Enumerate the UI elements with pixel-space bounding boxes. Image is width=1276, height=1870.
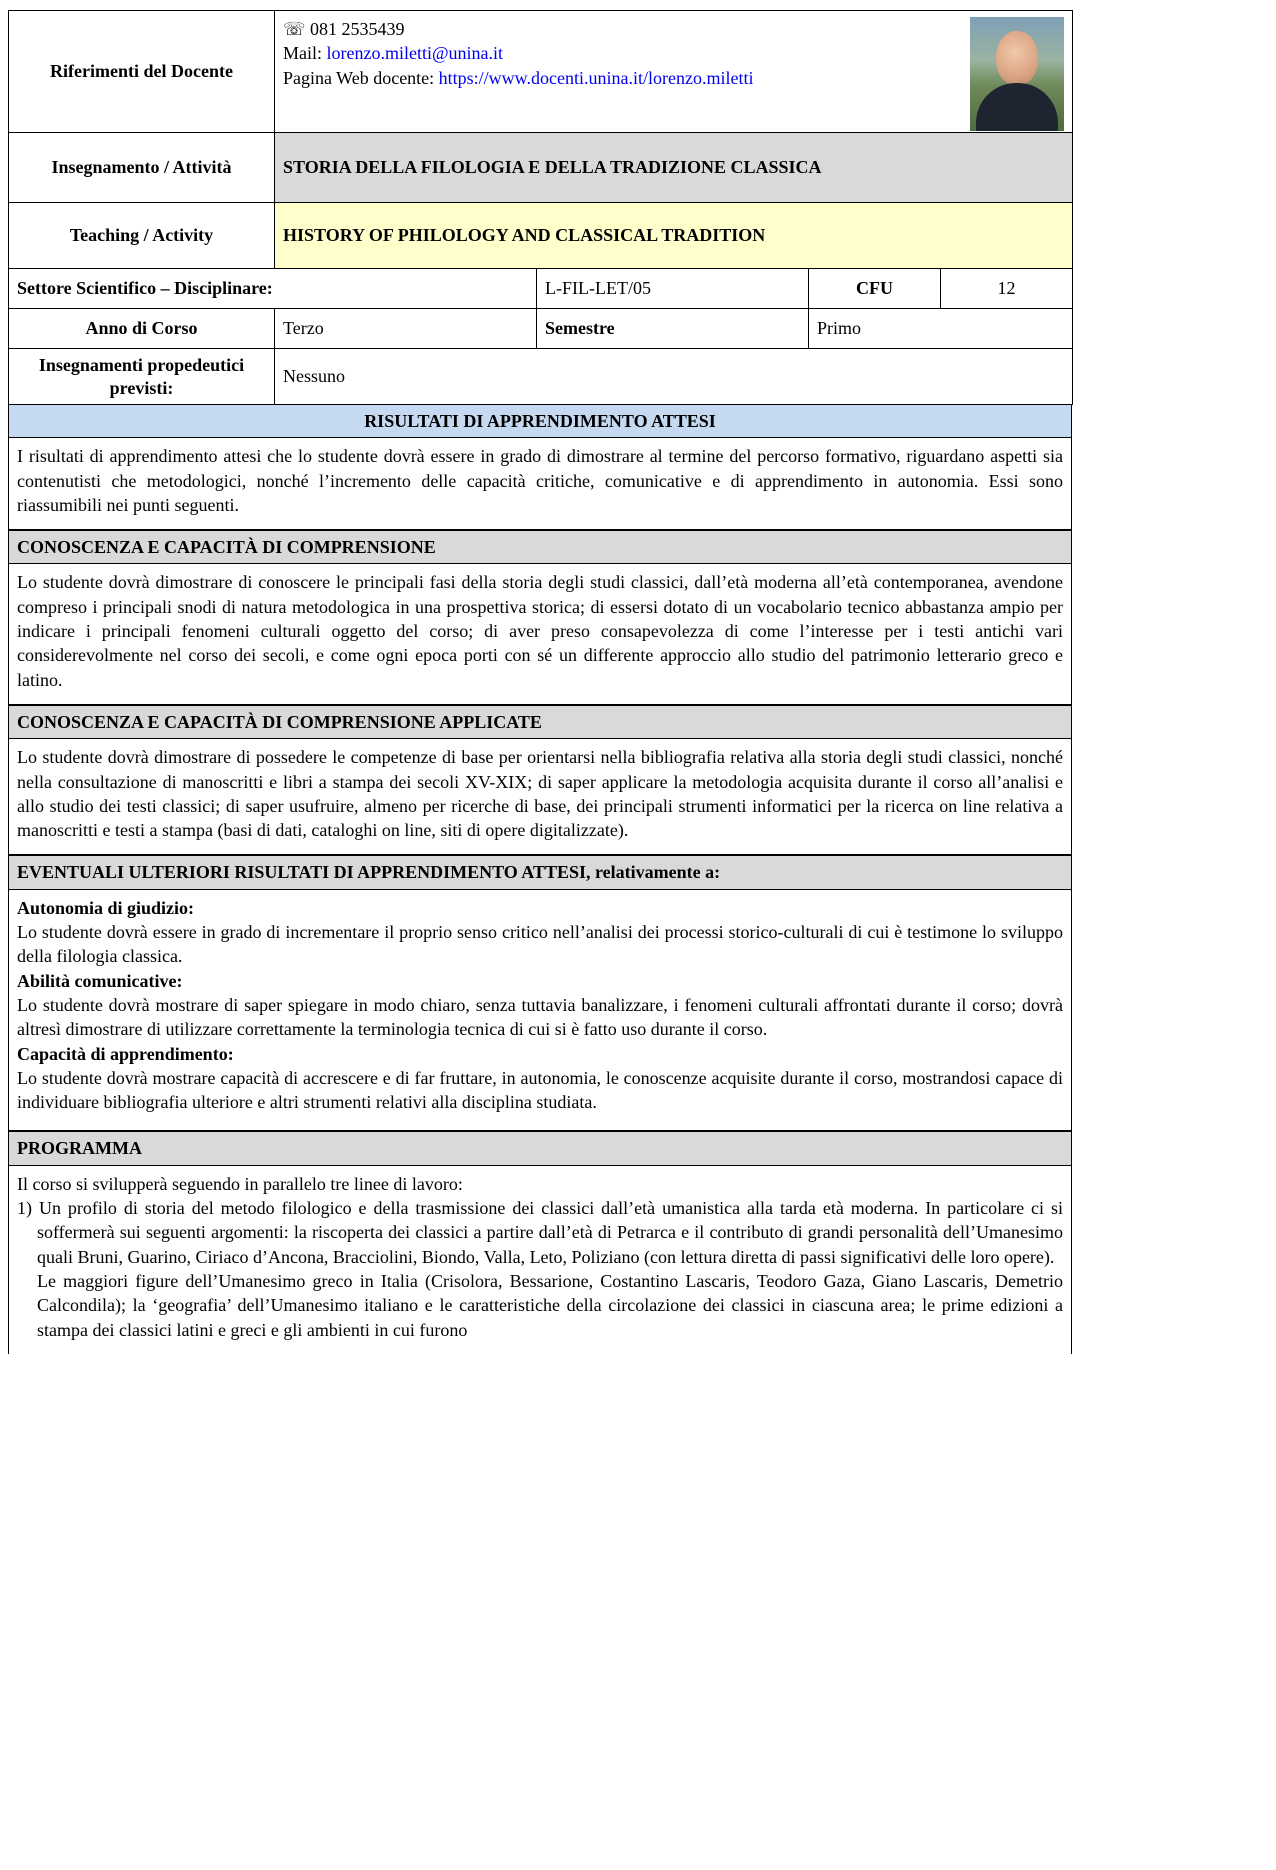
photo-body-shape [976,83,1058,131]
conoscenza-paragraph: Lo studente dovrà dimostrare di conoscere le principali fasi della storia degli studi classici, dall’età moderna all’età contemporanea, avendone compreso i principali snodi di natura metodologica in una prospettiva storica; di essersi dotato di un vocabolario tecnico abbastanza ampio per indicare i principali fenomeni culturali oggetto del corso; di aver preso consapevolezza di come l’interesse per i testi antichi vari considerevolmente nel corso dei secoli, e come ogni epoca porti con sé un differente approccio allo studio del patrimonio letterario greco e latino. [17,572,1063,690]
section-conoscenza [8,530,1072,705]
insegnamento-label: Insegnamento / Attività [9,133,275,203]
anno-label: Anno di Corso [9,309,275,349]
semestre-label: Semestre [537,309,809,349]
docente-contacts [275,11,1073,133]
risultati-title: RISULTATI DI APPRENDIMENTO ATTESI [9,405,1071,438]
course-header-table [8,10,1073,405]
programma-title: PROGRAMMA [9,1131,1071,1165]
insegnamento-value: STORIA DELLA FILOLOGIA E DELLA TRADIZIONE CLASSICA [275,133,1073,203]
teacher-photo [970,17,1064,131]
autonomia-text: Lo studente dovrà essere in grado di incrementare il proprio senso critico nell’analisi dei processi storico-culturali di cui è testimone lo sviluppo della filologia classica. [17,922,1063,967]
programma-item-1: 1) Un profilo di storia del metodo filologico e della trasmissione dei classici dall’età umanistica alla tarda età moderna. In particolare ci si soffermerà sui seguenti argomenti: la riscoperta dei classici a partire dall’età di Petrarca e il contributo di grandi personalità dell’Umanesimo quali Bruni, Guarino, Ciriaco d’Ancona, Bracciolini, Biondo, Valla, Leto, Poliziano (con lettura diretta di passi significativi delle loro opere). [17,1198,1063,1267]
cfu-label: CFU [809,269,941,309]
anno-value: Terzo [275,309,537,349]
teaching-value: HISTORY OF PHILOLOGY AND CLASSICAL TRADITION [275,203,1073,269]
section-ulteriori [8,855,1072,1131]
web-label: Pagina Web docente: [283,67,439,88]
conoscenza-text [9,564,1071,703]
section-programma [8,1131,1072,1353]
docente-label: Riferimenti del Docente [9,11,275,133]
mail-link[interactable]: lorenzo.miletti@unina.it [326,43,504,64]
ulteriori-title: EVENTUALI ULTERIORI RISULTATI DI APPRENDIMENTO ATTESI, relativamente a: [9,855,1071,889]
mail-line [283,41,1064,65]
semestre-value: Primo [809,309,1073,349]
capacita-label: Capacità di apprendimento: [17,1043,234,1064]
mail-label: Mail: [283,43,327,64]
propedeutici-label: Insegnamenti propedeutici previsti: [9,349,275,405]
risultati-paragraph: I risultati di apprendimento attesi che lo studente dovrà essere in grado di dimostrare al termine del percorso formativo, riguardano aspetti sia contenutisti che metodologici, nonché l’incremento delle capacità critiche, comunicative e di apprendimento in autonomia. Essi sono riassumibili nei punti seguenti. [17,446,1063,515]
capacita-text: Lo studente dovrà mostrare capacità di accrescere e di far fruttare, in autonomia, le conoscenze acquisite durante il corso, mostrandosi capace di individuare bibliografia ulteriore e altri strumenti relativi alla disciplina studiata. [17,1067,1063,1113]
phone-line [283,17,1064,41]
course-sheet [8,10,1072,1354]
ulteriori-body [9,890,1071,1131]
telephone-icon: ☏ [283,19,306,39]
section-applicate [8,705,1072,855]
web-line [283,66,1064,90]
applicate-paragraph: Lo studente dovrà dimostrare di possedere le competenze di base per orientarsi nella bibliografia relativa alla storia degli studi classici, nonché nella consultazione di manoscritti e libri a stampa dei secoli XV-XIX; di saper applicare la metodologia acquisita durante il corso all’analisi e allo studio dei testi classici; di saper usufruire, almeno per ricerche di base, dei principali strumenti informatici per la ricerca on line relativa a manoscritti e testi a stampa (basi di dati, cataloghi on line, siti di opere digitalizzate). [17,747,1063,841]
applicate-title: CONOSCENZA E CAPACITÀ DI COMPRENSIONE APPLICATE [9,705,1071,739]
settore-label: Settore Scientifico – Disciplinare: [9,269,537,309]
photo-head-shape [996,31,1038,85]
teaching-label: Teaching / Activity [9,203,275,269]
settore-value: L-FIL-LET/05 [537,269,809,309]
conoscenza-title: CONOSCENZA E CAPACITÀ DI COMPRENSIONE [9,530,1071,564]
phone-number: 081 2535439 [310,19,405,39]
autonomia-label: Autonomia di giudizio: [17,897,195,918]
web-link[interactable]: https://www.docenti.unina.it/lorenzo.miletti [438,67,754,88]
programma-intro: Il corso si svilupperà seguendo in parallelo tre linee di lavoro: [17,1173,463,1194]
abilita-text: Lo studente dovrà mostrare di saper spiegare in modo chiaro, senza tuttavia banalizzare, i fenomeni culturali affrontati durante il corso; dovrà altresì dimostrare di utilizzare correttamente la terminologia tecnica di cui si è fatto uso durante il corso. [17,994,1063,1040]
programma-body [9,1166,1071,1354]
abilita-label: Abilità comunicative: [17,970,183,991]
applicate-text [9,739,1071,854]
section-risultati [8,405,1072,530]
risultati-text [9,438,1071,529]
cfu-value: 12 [941,269,1073,309]
propedeutici-value: Nessuno [275,349,1073,405]
programma-item-1-continued: Le maggiori figure dell’Umanesimo greco in Italia (Crisolora, Bessarione, Costantino Lascaris, Teodoro Gaza, Giano Lascaris, Demetrio Calcondila); la ‘geografia’ dell’Umanesimo italiano e le caratteristiche della circolazione dei classici in ciascuna area; le prime edizioni a stampa dei classici latini e greci e gli ambienti in cui furono [37,1270,1063,1340]
